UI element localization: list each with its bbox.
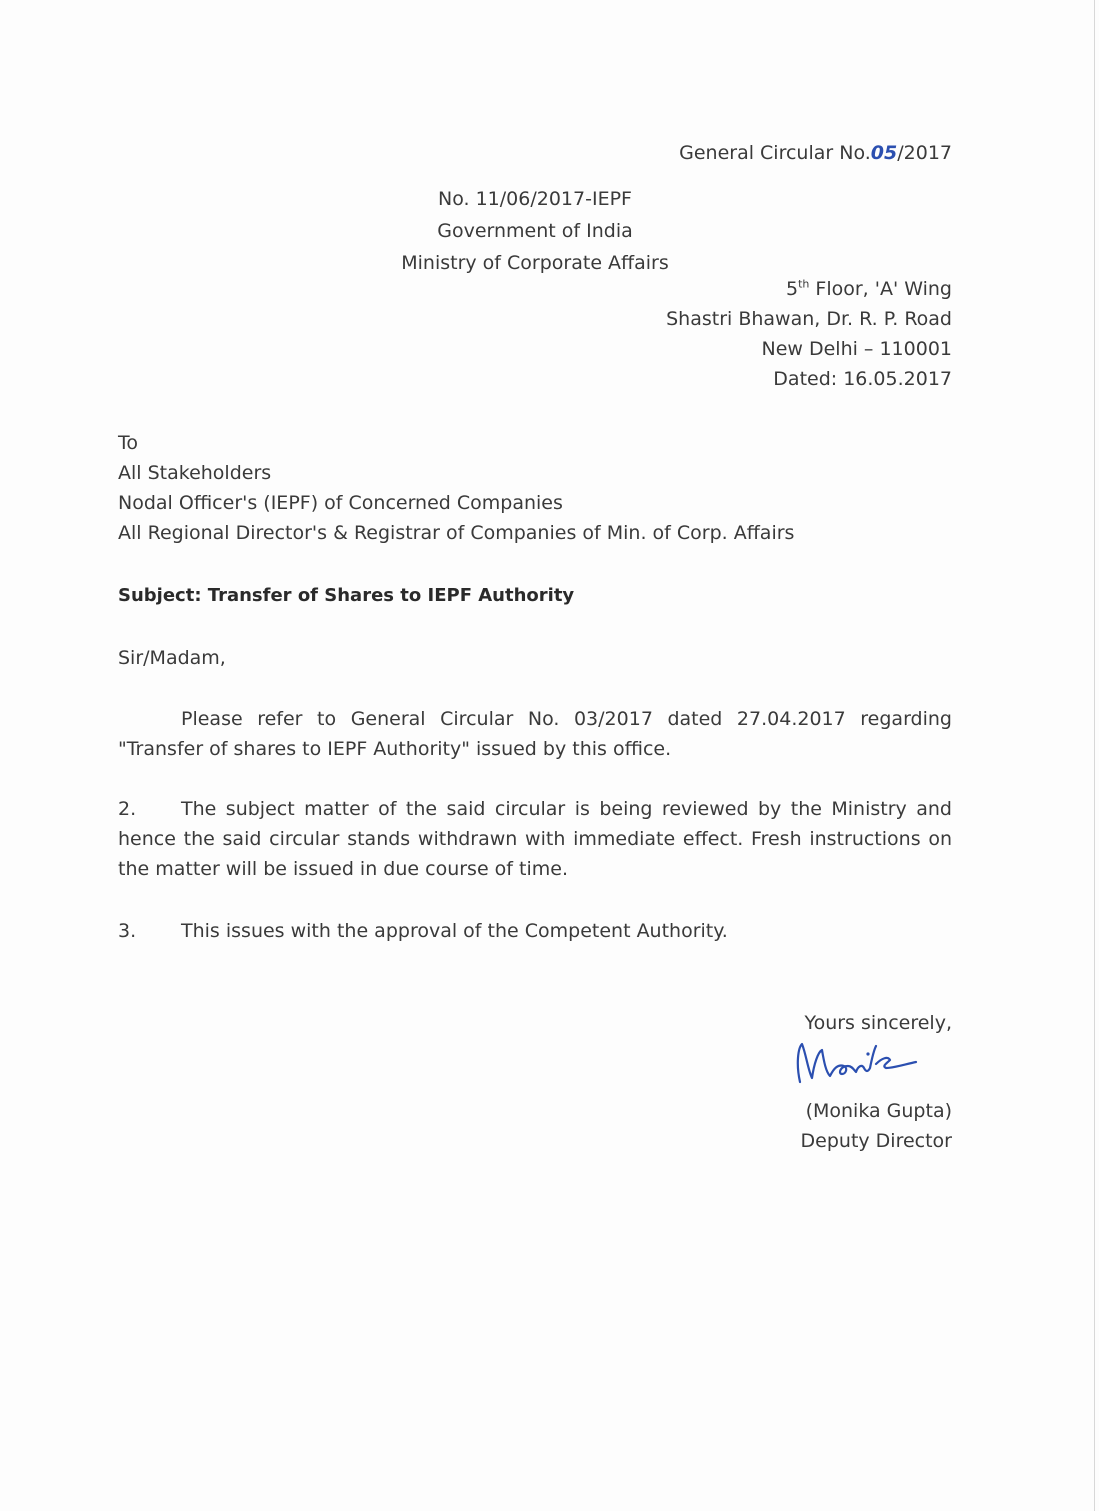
- paragraph-text: The subject matter of the said circular is being reviewed by the Ministry and hence the said circular stands withdrawn with immediate effect. Fresh instructions on the matter will be issued in due course of time.: [118, 798, 952, 880]
- address-building: Shastri Bhawan, Dr. R. P. Road: [666, 308, 952, 330]
- signatory-name: (Monika Gupta): [805, 1100, 952, 1122]
- paragraph-number: 2.: [118, 798, 137, 820]
- recipient-line: All Regional Director's & Registrar of Companies of Min. of Corp. Affairs: [118, 522, 795, 544]
- paragraph-text: This issues with the approval of the Competent Authority.: [181, 920, 728, 942]
- issuing-office: [0, 183, 1070, 279]
- circular-suffix: /2017: [897, 142, 952, 164]
- scan-edge: [1094, 0, 1095, 1511]
- signatory-designation: Deputy Director: [800, 1130, 952, 1152]
- address-city: New Delhi – 110001: [761, 338, 952, 360]
- file-number: No. 11/06/2017-IEPF: [438, 188, 632, 210]
- floor-rest: Floor, 'A' Wing: [809, 278, 952, 300]
- paragraph-2: [118, 794, 952, 884]
- valediction: Yours sincerely,: [804, 1012, 952, 1034]
- floor-superscript: th: [798, 277, 810, 291]
- government-name: Government of India: [437, 220, 633, 242]
- circular-number: [679, 138, 952, 168]
- circular-prefix: General Circular No.: [679, 142, 871, 164]
- recipients-block: [118, 428, 794, 548]
- paragraph-3: [118, 916, 952, 946]
- date-line: Dated: 16.05.2017: [773, 368, 952, 390]
- address-floor: [666, 274, 952, 304]
- salutation: Sir/Madam,: [118, 647, 226, 669]
- ministry-name: Ministry of Corporate Affairs: [401, 252, 669, 274]
- paragraph-1: Please refer to General Circular No. 03/2017 dated 27.04.2017 regarding "Transfer of shares to IEPF Authority" issued by this office.: [118, 708, 952, 760]
- to-label: To: [118, 432, 139, 454]
- recipient-line: All Stakeholders: [118, 462, 272, 484]
- handwritten-signature: [782, 1034, 932, 1096]
- recipient-line: Nodal Officer's (IEPF) of Concerned Companies: [118, 492, 563, 514]
- paragraph-number: 3.: [118, 920, 137, 942]
- floor-number: 5: [785, 278, 799, 300]
- subject-line: Subject: Transfer of Shares to IEPF Authority: [118, 585, 575, 606]
- office-address: [666, 274, 952, 394]
- circular-handwritten-number: 05: [870, 142, 898, 164]
